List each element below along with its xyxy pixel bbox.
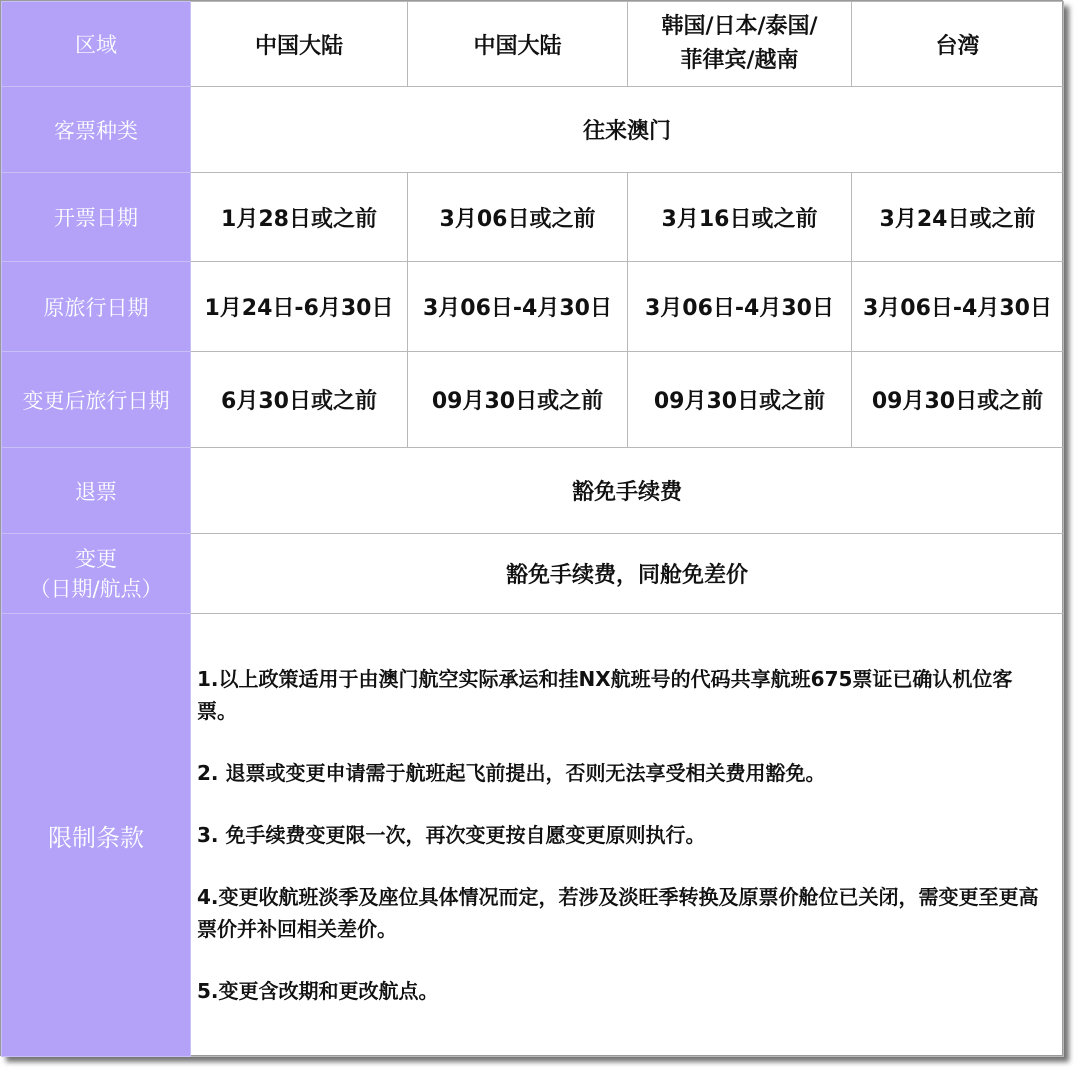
table-row-change — [2, 534, 1064, 614]
change-value: 豁免手续费，同舱免差价 — [191, 534, 1064, 614]
row-label-change — [2, 534, 191, 614]
refund-value: 豁免手续费 — [191, 448, 1064, 534]
issue-date-cell-3: 3月16日或之前 — [628, 173, 852, 262]
terms-item-3: 3. 免手续费变更限一次，再次变更按自愿变更原则执行。 — [197, 823, 706, 847]
row-label-change-line2: （日期/航点） — [29, 576, 163, 601]
table-row-refund — [2, 448, 1064, 534]
row-label-refund: 退票 — [2, 448, 191, 534]
original-travel-cell-1: 1月24日-6月30日 — [191, 262, 408, 352]
issue-date-cell-2: 3月06日或之前 — [408, 173, 628, 262]
original-travel-cell-2: 3月06日-4月30日 — [408, 262, 628, 352]
table-row-changed-travel — [2, 352, 1064, 448]
row-label-ticket-type: 客票种类 — [2, 87, 191, 173]
region-cell-4: 台湾 — [852, 2, 1064, 87]
table-row-region — [2, 2, 1064, 87]
row-label-original-travel: 原旅行日期 — [2, 262, 191, 352]
original-travel-cell-3: 3月06日-4月30日 — [628, 262, 852, 352]
table-row-terms — [2, 614, 1064, 1057]
row-label-issue-date: 开票日期 — [2, 173, 191, 262]
row-label-change-line1: 变更 — [75, 546, 117, 571]
table-row-issue-date — [2, 173, 1064, 262]
row-label-region: 区域 — [2, 2, 191, 87]
policy-table — [1, 1, 1064, 1057]
terms-item-2: 2. 退票或变更申请需于航班起飞前提出，否则无法享受相关费用豁免。 — [197, 761, 826, 785]
issue-date-cell-4: 3月24日或之前 — [852, 173, 1064, 262]
terms-item-5: 5.变更含改期和更改航点。 — [197, 979, 439, 1003]
region-cell-3 — [628, 2, 852, 87]
region-cell-3-line2: 菲律宾/越南 — [680, 48, 799, 73]
changed-travel-cell-1: 6月30日或之前 — [191, 352, 408, 448]
terms-item-4: 4.变更收航班淡季及座位具体情况而定，若涉及淡旺季转换及原票价舱位已关闭，需变更至更高票价并补回相关差价。 — [197, 885, 1039, 941]
table-row-original-travel — [2, 262, 1064, 352]
changed-travel-cell-4: 09月30日或之前 — [852, 352, 1064, 448]
table-row-ticket-type — [2, 87, 1064, 173]
terms-content — [191, 614, 1064, 1057]
changed-travel-cell-3: 09月30日或之前 — [628, 352, 852, 448]
row-label-terms: 限制条款 — [2, 614, 191, 1057]
region-cell-3-line1: 韩国/日本/泰国/ — [661, 14, 818, 39]
ticket-type-value: 往来澳门 — [191, 87, 1064, 173]
row-label-changed-travel: 变更后旅行日期 — [2, 352, 191, 448]
region-cell-1: 中国大陆 — [191, 2, 408, 87]
changed-travel-cell-2: 09月30日或之前 — [408, 352, 628, 448]
original-travel-cell-4: 3月06日-4月30日 — [852, 262, 1064, 352]
terms-item-1: 1.以上政策适用于由澳门航空实际承运和挂NX航班号的代码共享航班675票证已确认机位客票。 — [197, 667, 1013, 723]
region-cell-2: 中国大陆 — [408, 2, 628, 87]
issue-date-cell-1: 1月28日或之前 — [191, 173, 408, 262]
